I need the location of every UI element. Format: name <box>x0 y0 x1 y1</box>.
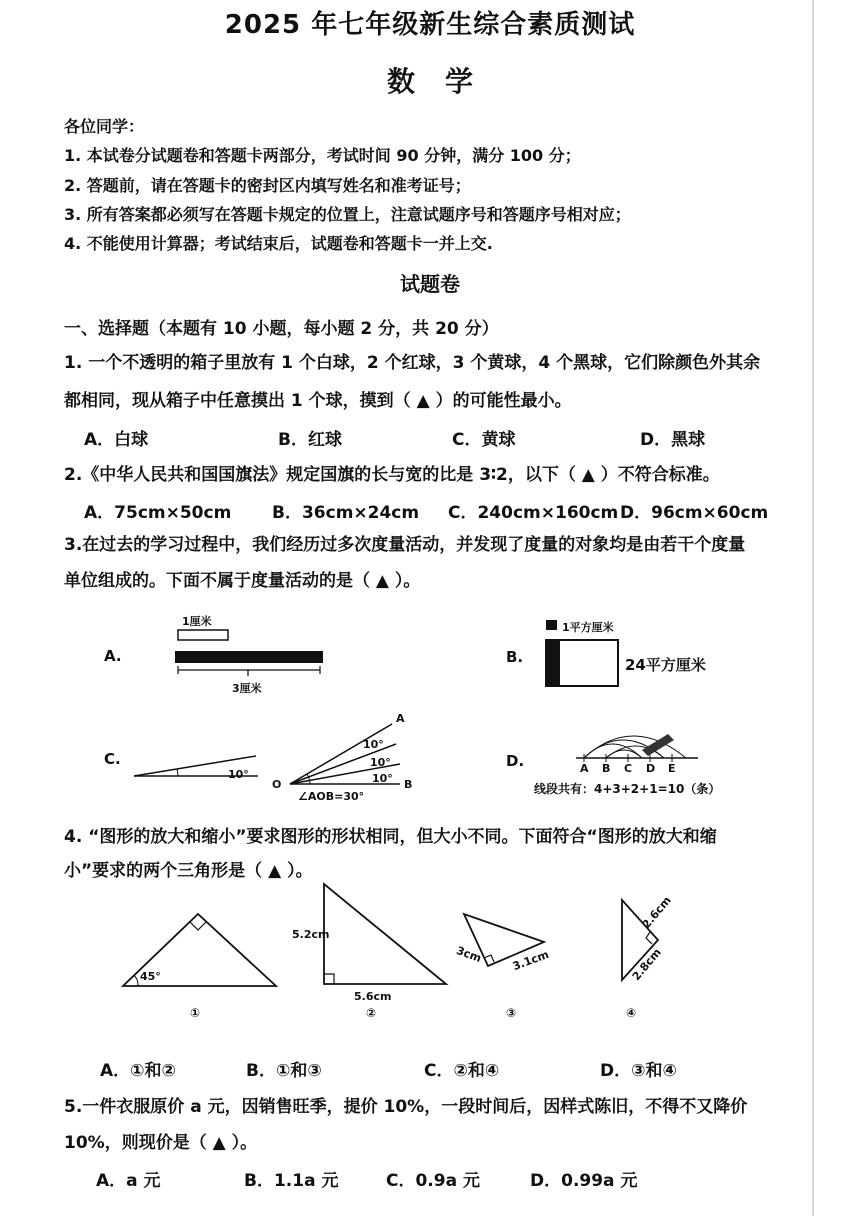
point-label: E <box>668 762 676 775</box>
notice-item: 3. 所有答案都必须写在答题卡规定的位置上，注意试题序号和答题序号相对应； <box>64 205 631 224</box>
point-label: B <box>602 762 611 775</box>
page-title: 2025 年七年级新生综合素质测试 <box>224 10 636 40</box>
q3-c-angle-label: 10° <box>370 756 391 769</box>
triangle-3-number: ③ <box>506 1006 517 1020</box>
q5-option-b: B．1.1a 元 <box>244 1171 339 1191</box>
notice-greeting: 各位同学： <box>64 117 145 136</box>
question-2-line1: 2.《中华人民共和国国旗法》规定国旗的长与宽的比是 3∶2，以下（ ▲ ）不符合标准。 <box>64 465 720 485</box>
q3-option-a-letter: A. <box>104 647 122 665</box>
notice-item: 2. 答题前，请在答题卡的密封区内填写姓名和准考证号； <box>64 176 471 195</box>
q4-option-c: C．②和④ <box>424 1061 500 1081</box>
question-4-line2: 小”要求的两个三角形是（ ▲ ）。 <box>64 861 313 881</box>
q3-c-o-label: O <box>272 778 282 791</box>
q3-c-angle-label: 10° <box>372 772 393 785</box>
q1-option-b: B．红球 <box>278 430 342 450</box>
q3-option-b-letter: B. <box>506 648 524 666</box>
triangle-3-side-a: 3cm <box>454 944 484 965</box>
q1-option-a: A．白球 <box>84 430 149 450</box>
triangle-4-number: ④ <box>626 1006 637 1020</box>
notice-item: 1. 本试卷分试题卷和答题卡两部分，考试时间 90 分钟，满分 100 分； <box>64 146 581 165</box>
question-4-line1: 4. “图形的放大和缩小”要求图形的形状相同，但大小不同。下面符合“图形的放大和缩 <box>64 827 717 847</box>
q3-c-angle-label: 10° <box>363 738 384 751</box>
q4-option-b: B．①和③ <box>246 1061 322 1081</box>
triangle-2-width: 5.6cm <box>354 990 392 1003</box>
triangle-1-angle: 45° <box>140 970 161 983</box>
section-title: 试题卷 <box>400 272 460 296</box>
notice-item: 4. 不能使用计算器；考试结束后，试题卷和答题卡一并上交. <box>64 234 493 253</box>
q5-option-a: A．a 元 <box>96 1171 161 1191</box>
q1-option-c: C．黄球 <box>452 430 516 450</box>
point-label: D <box>646 762 656 775</box>
q1-option-d: D．黑球 <box>640 430 706 450</box>
q2-option-c: C．240cm×160cm <box>448 503 619 523</box>
subject-title: 数学 <box>386 65 503 98</box>
q3-c-a-label: A <box>396 712 405 725</box>
question-5-line1: 5.一件衣服原价 a 元，因销售旺季，提价 10%，一段时间后，因样式陈旧，不得不又降价 <box>64 1097 748 1117</box>
q3-c-angle-label: 10° <box>228 768 249 781</box>
q3-c-aob-label: ∠AOB=30° <box>298 790 365 803</box>
triangle-4-side-a: 2.6cm <box>639 893 674 932</box>
q4-option-d: D．③和④ <box>600 1061 677 1081</box>
question-1-line2: 都相同，现从箱子中任意摸出 1 个球，摸到（ ▲ ）的可能性最小。 <box>64 391 572 411</box>
q4-option-a: A．①和② <box>100 1061 176 1081</box>
q3-b-total-label: 24平方厘米 <box>625 656 706 674</box>
q5-option-c: C．0.9a 元 <box>386 1171 480 1191</box>
triangle-2 <box>320 880 450 990</box>
q3-d-caption: 线段共有：4+3+2+1=10（条） <box>534 782 721 796</box>
question-3-line1: 3.在过去的学习过程中，我们经历过多次度量活动，并发现了度量的对象均是由若干个度量 <box>64 535 746 555</box>
q2-option-a: A．75cm×50cm <box>84 503 232 523</box>
question-1-line1: 1. 一个不透明的箱子里放有 1 个白球，2 个红球，3 个黄球，4 个黑球，它们除颜色外其余 <box>64 353 761 373</box>
q3-option-d-letter: D. <box>506 752 525 770</box>
triangle-1-number: ① <box>190 1006 201 1020</box>
part-heading: 一、选择题（本题有 10 小题，每小题 2 分，共 20 分） <box>64 319 499 339</box>
q2-option-d: D．96cm×60cm <box>620 503 769 523</box>
page-edge <box>812 0 814 1216</box>
segments-diagram <box>572 728 702 768</box>
q3-option-c-letter: C. <box>104 750 121 768</box>
q3-c-b-label: B <box>404 778 413 791</box>
triangle-2-height: 5.2cm <box>292 928 330 941</box>
q3-a-total-label: 3厘米 <box>232 682 262 695</box>
question-3-line2: 单位组成的。下面不属于度量活动的是（ ▲ ）。 <box>64 571 421 591</box>
q3-a-unit-label: 1厘米 <box>182 615 212 628</box>
q3-b-unit-label: 1平方厘米 <box>562 621 614 634</box>
question-5-line2: 10%，则现价是（ ▲ ）。 <box>64 1133 258 1153</box>
q2-option-b: B．36cm×24cm <box>272 503 420 523</box>
point-label: A <box>580 762 589 775</box>
triangle-2-number: ② <box>366 1006 377 1020</box>
triangle-4-side-b: 2.8cm <box>629 945 664 984</box>
point-label: C <box>624 762 633 775</box>
triangle-3-side-b: 3.1cm <box>510 947 551 974</box>
q5-option-d: D．0.99a 元 <box>530 1171 638 1191</box>
